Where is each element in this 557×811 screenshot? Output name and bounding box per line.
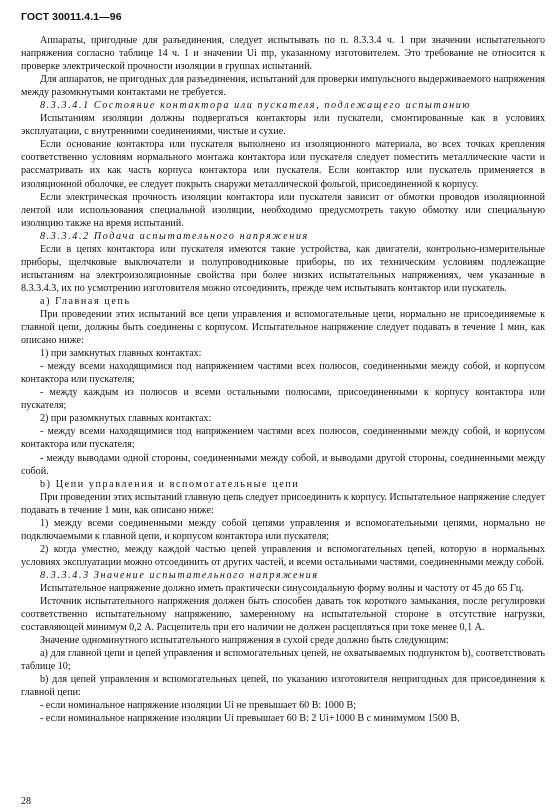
paragraph: Значение одноминутного испытательного напряжения в сухой среде должно быть следующим: [40, 635, 449, 647]
list-item: - между всеми находящимися под напряжением частями всех полюсов, соединенными между собой, и корпусом контактора или пускателя; [21, 426, 545, 451]
standard-header: ГОСТ 30011.4.1—96 [21, 11, 122, 23]
section-heading: 8.3.3.4.3 Значение испытательного напряжения [40, 569, 319, 581]
list-item: 2) когда уместно, между каждой частью цепей управления и вспомогательных цепей, которую в нормальных условиях эксплуатации можно отсоединить от других частей, и всеми остальными частями, соединенными между собой. [21, 543, 545, 568]
paragraph: Если электрическая прочность изоляции контактора или пускателя зависит от обмотки проводов изоляционной лентой или использования специальной изоляции, необходимо предусмотреть такую обмотку или специальную изоляцию также на время испытаний. [21, 191, 545, 229]
list-item: - если номинальное напряжение изоляции Ui не превышает 60 В: 1000 В; [40, 700, 357, 712]
paragraph: При проведении этих испытаний все цепи управления и вспомогательные цепи, нормально не присоединяемые к главной цепи, должны быть соединены с корпусом. Испытательное напряжение следует подавать в течение 1 мин, как описано ниже: [21, 308, 545, 347]
paragraph: Испытаниям изоляции должны подвергаться контакторы или пускатели, смонтированные как в условиях эксплуатации, с внутренними соединениями, чистые и сухие. [21, 113, 545, 138]
paragraph: Если основание контактора или пускателя выполнено из изоляционного материала, во всех точках крепления соответственно условиям нормального монтажа контактора или пускателя следует поместить металлические части и рассматривать их как часть корпуса контактора или пускателя. Если контактор или пускатель применяется в изоляционной оболочке, ее следует покрыть снаружи металлической фольгой, присоединенной к корпусу. [21, 139, 545, 190]
paragraph: Для аппаратов, не пригодных для разъединения, испытаний для проверки импульсного выдерживаемого напряжения между разомкнутыми контактами не требуется. [21, 74, 545, 99]
page-number: 28 [21, 796, 31, 807]
list-item: - между выводами одной стороны, соединенными между собой, и выводами другой стороны, соединенными между собой. [21, 452, 545, 477]
subheading: b) Цепи управления и вспомогательные цепи [40, 478, 300, 490]
paragraph: Испытательное напряжение должно иметь практически синусоидальную форму волны и частоту от 45 до 65 Гц. [40, 582, 524, 594]
paragraph: При проведении этих испытаний главную цепь следует присоединить к корпусу. Испытательное напряжение следует подавать в течение 1 мин, как описано ниже: [21, 491, 545, 516]
section-heading: 8.3.3.4.2 Подача испытательного напряжения [40, 230, 309, 242]
paragraph: Источник испытательного напряжения должен быть способен давать ток короткого замыкания, после регулировки соответственно испытательному напряжению, замеренному на испытательной стороне в отсутствие нагрузки, составляющей минимум 0,2 А. Расцепитель при его наличии не должен расцепляться при токе менее 0,1 А. [21, 596, 545, 634]
list-item: - между всеми находящимися под напряжением частями всех полюсов, соединенными между собой, и корпусом контактора или пускателя; [21, 361, 545, 386]
subheading: а) Главная цепь [40, 295, 131, 307]
paragraph: Если в цепях контактора или пускателя имеются такие устройства, как двигатели, контрольно-измерительные приборы, щелчковые выключатели и полупроводниковые приборы, по их техническим условиям подлежащие испытаниям на электроизоляционные свойства при более низких испытательных напряжениях, чем указанные в 8.3.3.4.3, их по усмотрению изготовителя можно отсоединить, прежде чем испытывать контактор или пускатель. [21, 243, 545, 294]
list-item: - между каждым из полюсов и всеми остальными полюсами, присоединенными к корпусу контактора или пускателя; [21, 387, 545, 412]
paragraph: Аппараты, пригодные для разъединения, следует испытывать по п. 8.3.3.4 ч. 1 при значении испытательного напряжения согласно таблице 14 ч. 1 и значении Ui mp, указанному изготовителем. Это требование не относится к проверке электрической прочности изоляции в группах испытаний. [21, 35, 545, 73]
document-page [21, 11, 545, 725]
list-item: b) для цепей управления и вспомогательных цепей, по указанию изготовителя непригодных для присоединения к главной цепи: [21, 674, 545, 699]
list-item: - если номинальное напряжение изоляции Ui превышает 60 В: 2 Ui+1000 В с минимумом 1500 В. [40, 713, 460, 725]
list-item: 1) при замкнутых главных контактах: [40, 348, 202, 360]
list-item: 2) при разомкнутых главных контактах: [40, 413, 212, 425]
section-heading: 8.3.3.4.1 Состояние контактора или пускателя, подлежащего испытанию [40, 100, 472, 112]
document-body [21, 34, 545, 725]
list-item: 1) между всеми соединенными между собой цепями управления и вспомогательными цепями, нормально не подключаемыми к главной цепи, и корпусом контактора или пускателя; [21, 517, 545, 542]
list-item: а) для главной цепи и цепей управления и вспомогательных цепей, не охватываемых подпунктом b), соответствовать таблице 10; [21, 648, 545, 673]
